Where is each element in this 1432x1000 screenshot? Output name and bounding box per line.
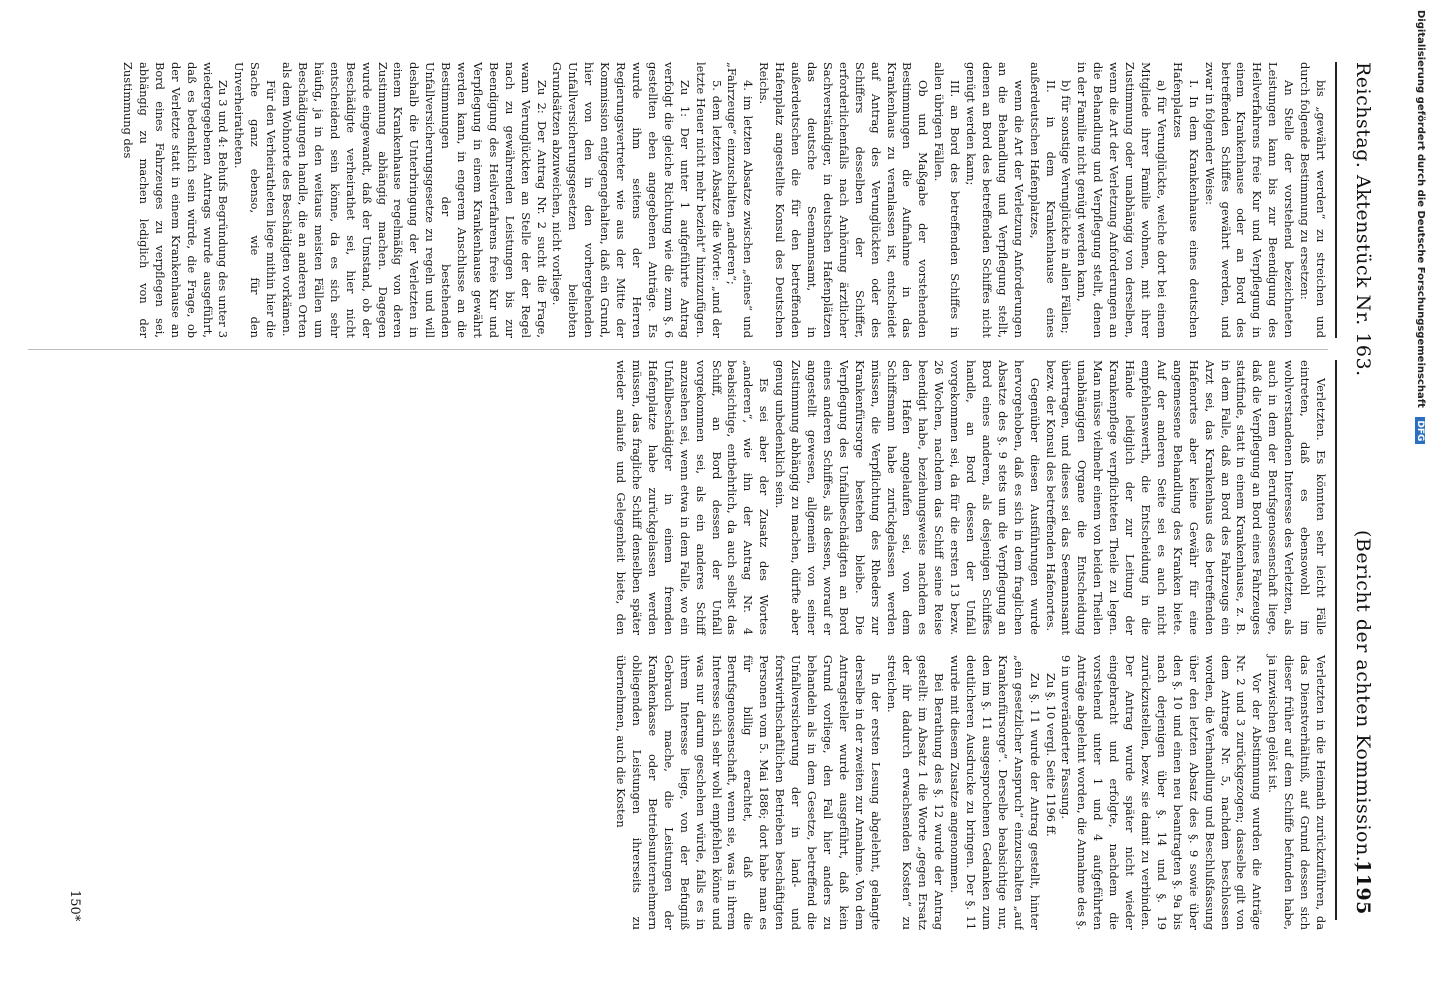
paragraph: Vor der Abstimmung wurden die Anträge Nr. 2 und 3 zurückgezogen; dasselbe gilt von dem Antrage Nr. 5, nachdem beschlossen worden, die Verhandlung und Beschlußfassung über den letzten Absatz des §. 9 sowie über den §. 10 und einen neu beantragten §. 9a bis nach derjenigen über §. 14 und §. 19 zurückzustellen, bezw. sie damit zu verbinden. Der Antrag wurde später nicht wieder eingebracht und erfolgte, nachdem die vorstehend unter 1 und 4 aufgeführten Anträge abgelehnt worden, die Annahme des §. 9 in unveränderter Fassung. <box>1059 655 1265 930</box>
paragraph: I. In dem Krankenhause eines deutschen Hafenplatzes <box>1170 62 1201 338</box>
running-header <box>1340 0 1374 1000</box>
paragraph: Verletzten. Es könnten sehr leicht Fälle eintreten, daß es ebensowohl im wohlverstandenen Interesse des Verletzten, als auch in dem der Berufsgenossenschaft liege, daß die Verpflegung an Bord eines Fahrzeuges stattfinde, statt in einem Krankenhause, z. B. in dem Falle, daß an Bord des Fahrzeugs ein Arzt sei, das Krankenhaus des betreffenden Hafenortes aber keine Gewähr für eine angemessene Behandlung des Kranken biete. Auf der anderen Seite sei es auch nicht empfehlenswerth, die Entscheidung in die Hände lediglich der zur Leitung der Krankenpflege verpflichteten Theile zu legen. Man müsse vielmehr einem von beiden Theilen unabhängigen Organe die Entscheidung übertragen, und dieses sei das Seemannsamt bezw. der Konsul des betreffenden Hafenortes. <box>1043 360 1328 635</box>
header-rule-left <box>1335 62 1337 338</box>
header-right: (Bericht der achten Kommission.) <box>1352 530 1374 871</box>
paragraph: Bei Berathung des §. 12 wurde der Antrag gestellt: im Absatz 1 die Worte „gegen Ersatz der ihr dadurch erwachsenden Kosten“ zu streichen. <box>884 655 947 930</box>
paragraph: Zu §. 11 wurde der Antrag gestellt, hinter „ein gesetzlicher Anspruch“ einzuschalten „auf Krankenfürsorge“. Derselbe beabsichtige nur, den im §. 11 ausgesprochenen Gedanken zum deutlicheren Ausdrucke zu bringen. Der §. 11 wurde mit diesem Zusatze angenommen. <box>948 655 1042 930</box>
header-left: Reichstag. Aktenstück Nr. 163. <box>1352 62 1374 377</box>
column-separator <box>28 349 1328 350</box>
paragraph: Gegenüber diesen Ausführungen wurde hervorgehoben, daß es sich in dem fraglichen Absatze des §. 9 stets um die Verpflegung an Bord eines anderen, als desjenigen Schiffes handle, an Bord dessen der Unfall vorgekommen sei, da für die ersten 13 bezw. 26 Wochen, nachdem das Schiff seine Reise beendigt habe, beziehungsweise nachdem es den Hafen angelaufen sei, von dem Schiffsmann habe zurückgelassen werden müssen, die Verpflichtung des Rheders zur Krankenfürsorge bestehen bleibe. Die Verpflegung des Unfallbeschädigten an Bord eines anderen Schiffes, als dessen, worauf er angestellt gewesen, allgemein von seiner Zustimmung abhängig zu machen, dürfte aber genug unbedenklich sein. <box>773 360 1042 635</box>
paragraph: 4. im letzten Absatze zwischen „eines“ und „Fahrzeuge“ einzuschalten „anderen“; <box>725 62 756 338</box>
paragraph: 5. dem letzten Absatze die Worte: „und der letzte Heuer nicht mehr bezieht“ hinzuzufügen. <box>693 62 724 338</box>
paragraph: Zu 3 und 4: Behufs Begründung des unter 3 wiedergegebenen Antrags wurde ausgeführt, daß es bedenklich sein würde, die Frage, ob der Verletzte statt in einem Krankenhause an Bord eines Fahrzeuges zu verpflegen sei, abhängig zu machen lediglich von der Zustimmung des <box>121 62 231 338</box>
paragraph: III. an Bord des betreffenden Schiffes in allen übrigen Fällen. <box>932 62 963 338</box>
text-column-left <box>18 62 1328 338</box>
paragraph: b) für sonstige Verunglückte in allen Fällen; <box>1059 80 1074 334</box>
paragraph: Ob und Maßgabe der vorstehenden Bestimmungen die Aufnahme in das Krankenhaus zu veranlassen ist, entscheidet auf Antrag des Verunglückten oder des Schiffers desselben der Schiffer, erforderlichenfalls nach Anhörung ärztlicher Sachverständiger, in deutschen Hafenplätzen das deutsche Seemannsamt, in außerdeutschen die für den betreffenden Hafenplatz angestellte Konsul des Deutschen Reichs. <box>757 62 931 338</box>
paragraph: In der ersten Lesung abgelehnt, gelangte derselbe in der zweiten zur Annahme. Von dem Antragsteller wurde ausgeführt, daß kein Grund vorliege, den Fall hier anders zu behandeln als in dem Gesetze, betreffend die Unfallversicherung der in land- und forstwirthschaftlichen Betrieben beschäftigten Personen vom 5. Mai 1886; dort habe man es für billig erachtet, daß die Berufsgenossenschaft, wenn sie, was in ihrem Interesse sich sehr wohl empfehlen könne und was nur darum geschehen würde, falls es in ihrem Interesse liege, von der Befugniß Gebrauch mache, die Leistungen der Krankenkasse oder Betriebsunternehmern obliegenden Leistungen ihrerseits zu übernehmen, auch die Kosten <box>614 655 883 930</box>
paragraph: bis „gewährt werden“ zu streichen und durch folgende Bestimmung zu ersetzen: <box>1298 62 1328 338</box>
paragraph: II. in dem Krankenhause eines außerdeutschen Hafenplatzes, <box>1027 62 1058 338</box>
paragraph: Zu 2: Der Antrag Nr. 2 sucht die Frage, wann Verunglückten an Stelle der der Regel nach zu gewährenden Leistungen bis zur Beendigung des Heilverfahrens freie Kur und Verpflegung in einem Krankenhause gewährt werden kann, in engerem Anschlusse an die Bestimmungen der bestehenden Unfallversicherungsgesetze zu regeln und will deshalb die Unterbringung der Verletzten in einem Krankenhause regelmäßig von deren Zustimmung abhängig machen. Dagegen wurde eingewandt, daß der Umstand, ob der Beschädigte verheirathet sei, hier nicht entscheidend sein könne, da es sich sehr häufig, ja in den weitaus meisten Fällen um Beschädigungen handle, die an anderen Orten als dem Wohnorte des Beschädigten vorkämen. <box>280 62 549 338</box>
paragraph: a) für Verunglückte, welche dort bei einem Mitgliede ihrer Familie wohnen, mit ihrer Zustimmung oder unabhängig von derselben, wenn die Art der Verletzung Anforderungen an die Behandlung und Verpflegung stellt, denen in der Familie nicht genügt werden kann, <box>1075 62 1169 338</box>
header-rule-right <box>1335 360 1337 920</box>
text-column-middle <box>18 360 1328 930</box>
paragraph: wenn die Art der Verletzung Anforderungen an die Behandlung und Verpflegung stellt, denen an Bord des betreffenden Schiffes nicht genügt werden kann; <box>964 62 1026 338</box>
paragraph: Es sei aber der Zusatz des Wortes „anderen“, wie ihn der Antrag Nr. 4 beabsichtige, entbehrlich, da auch selbst das Schiff, an Bord dessen der Unfall vorgekommen sei, als ein anderes Schiff anzusehen sei, wenn etwa in dem Falle, wo ein Unfallbeschädigter in einem fremden Hafenplatze habe zurückgelassen werden müssen, das fragliche Schiff denselben später wieder anlaufe und Gelegenheit biete, den Verletzten in die Heimath zurückzuführen, da das Dienstverhältniß, auf Grund dessen sich dieser früher auf dem Schiffe befunden habe, ja inzwischen gelöst ist. <box>614 360 1328 930</box>
paragraph: Für den Verheiratheten liege mithin hier die Sache ganz ebenso, wie für den Unverheiratheten. <box>232 62 279 338</box>
credit-text: Digitalisierung gefördert durch die Deutsche Forschungsgemeinschaft <box>1415 10 1426 408</box>
signature-mark: 150* <box>67 890 82 922</box>
paragraph: Zu §. 10 vergl. Seite 1196 ff. <box>1043 673 1058 837</box>
paragraph: Zu 1: Der unter 1 aufgeführte Antrag verfolgt die gleiche Richtung wie die zum §. 6 gestellten eben angegebenen Anträge. Es wurde ihm seitens der Herren Regierungsvertreter wie aus der Mitte der Kommission entgegengehalten, daß ein Grund, hier von den in den vorhergehenden Unfallversicherungsgesetzen beliebten Grundsätzen abzuweichen, nicht vorliege. <box>550 62 692 338</box>
dfg-logo: DFG <box>1415 417 1425 444</box>
page-number: 1195 <box>1352 860 1374 915</box>
paragraph: An Stelle der vorstehend bezeichneten Leistungen kann bis zur Beendigung des Heilverfahrens freie Kur und Verpflegung in einem Krankenhause oder an Bord des betreffenden Schiffes gewährt werden, und zwar in folgender Weise: <box>1202 62 1297 338</box>
digitization-credit <box>1412 10 1426 990</box>
